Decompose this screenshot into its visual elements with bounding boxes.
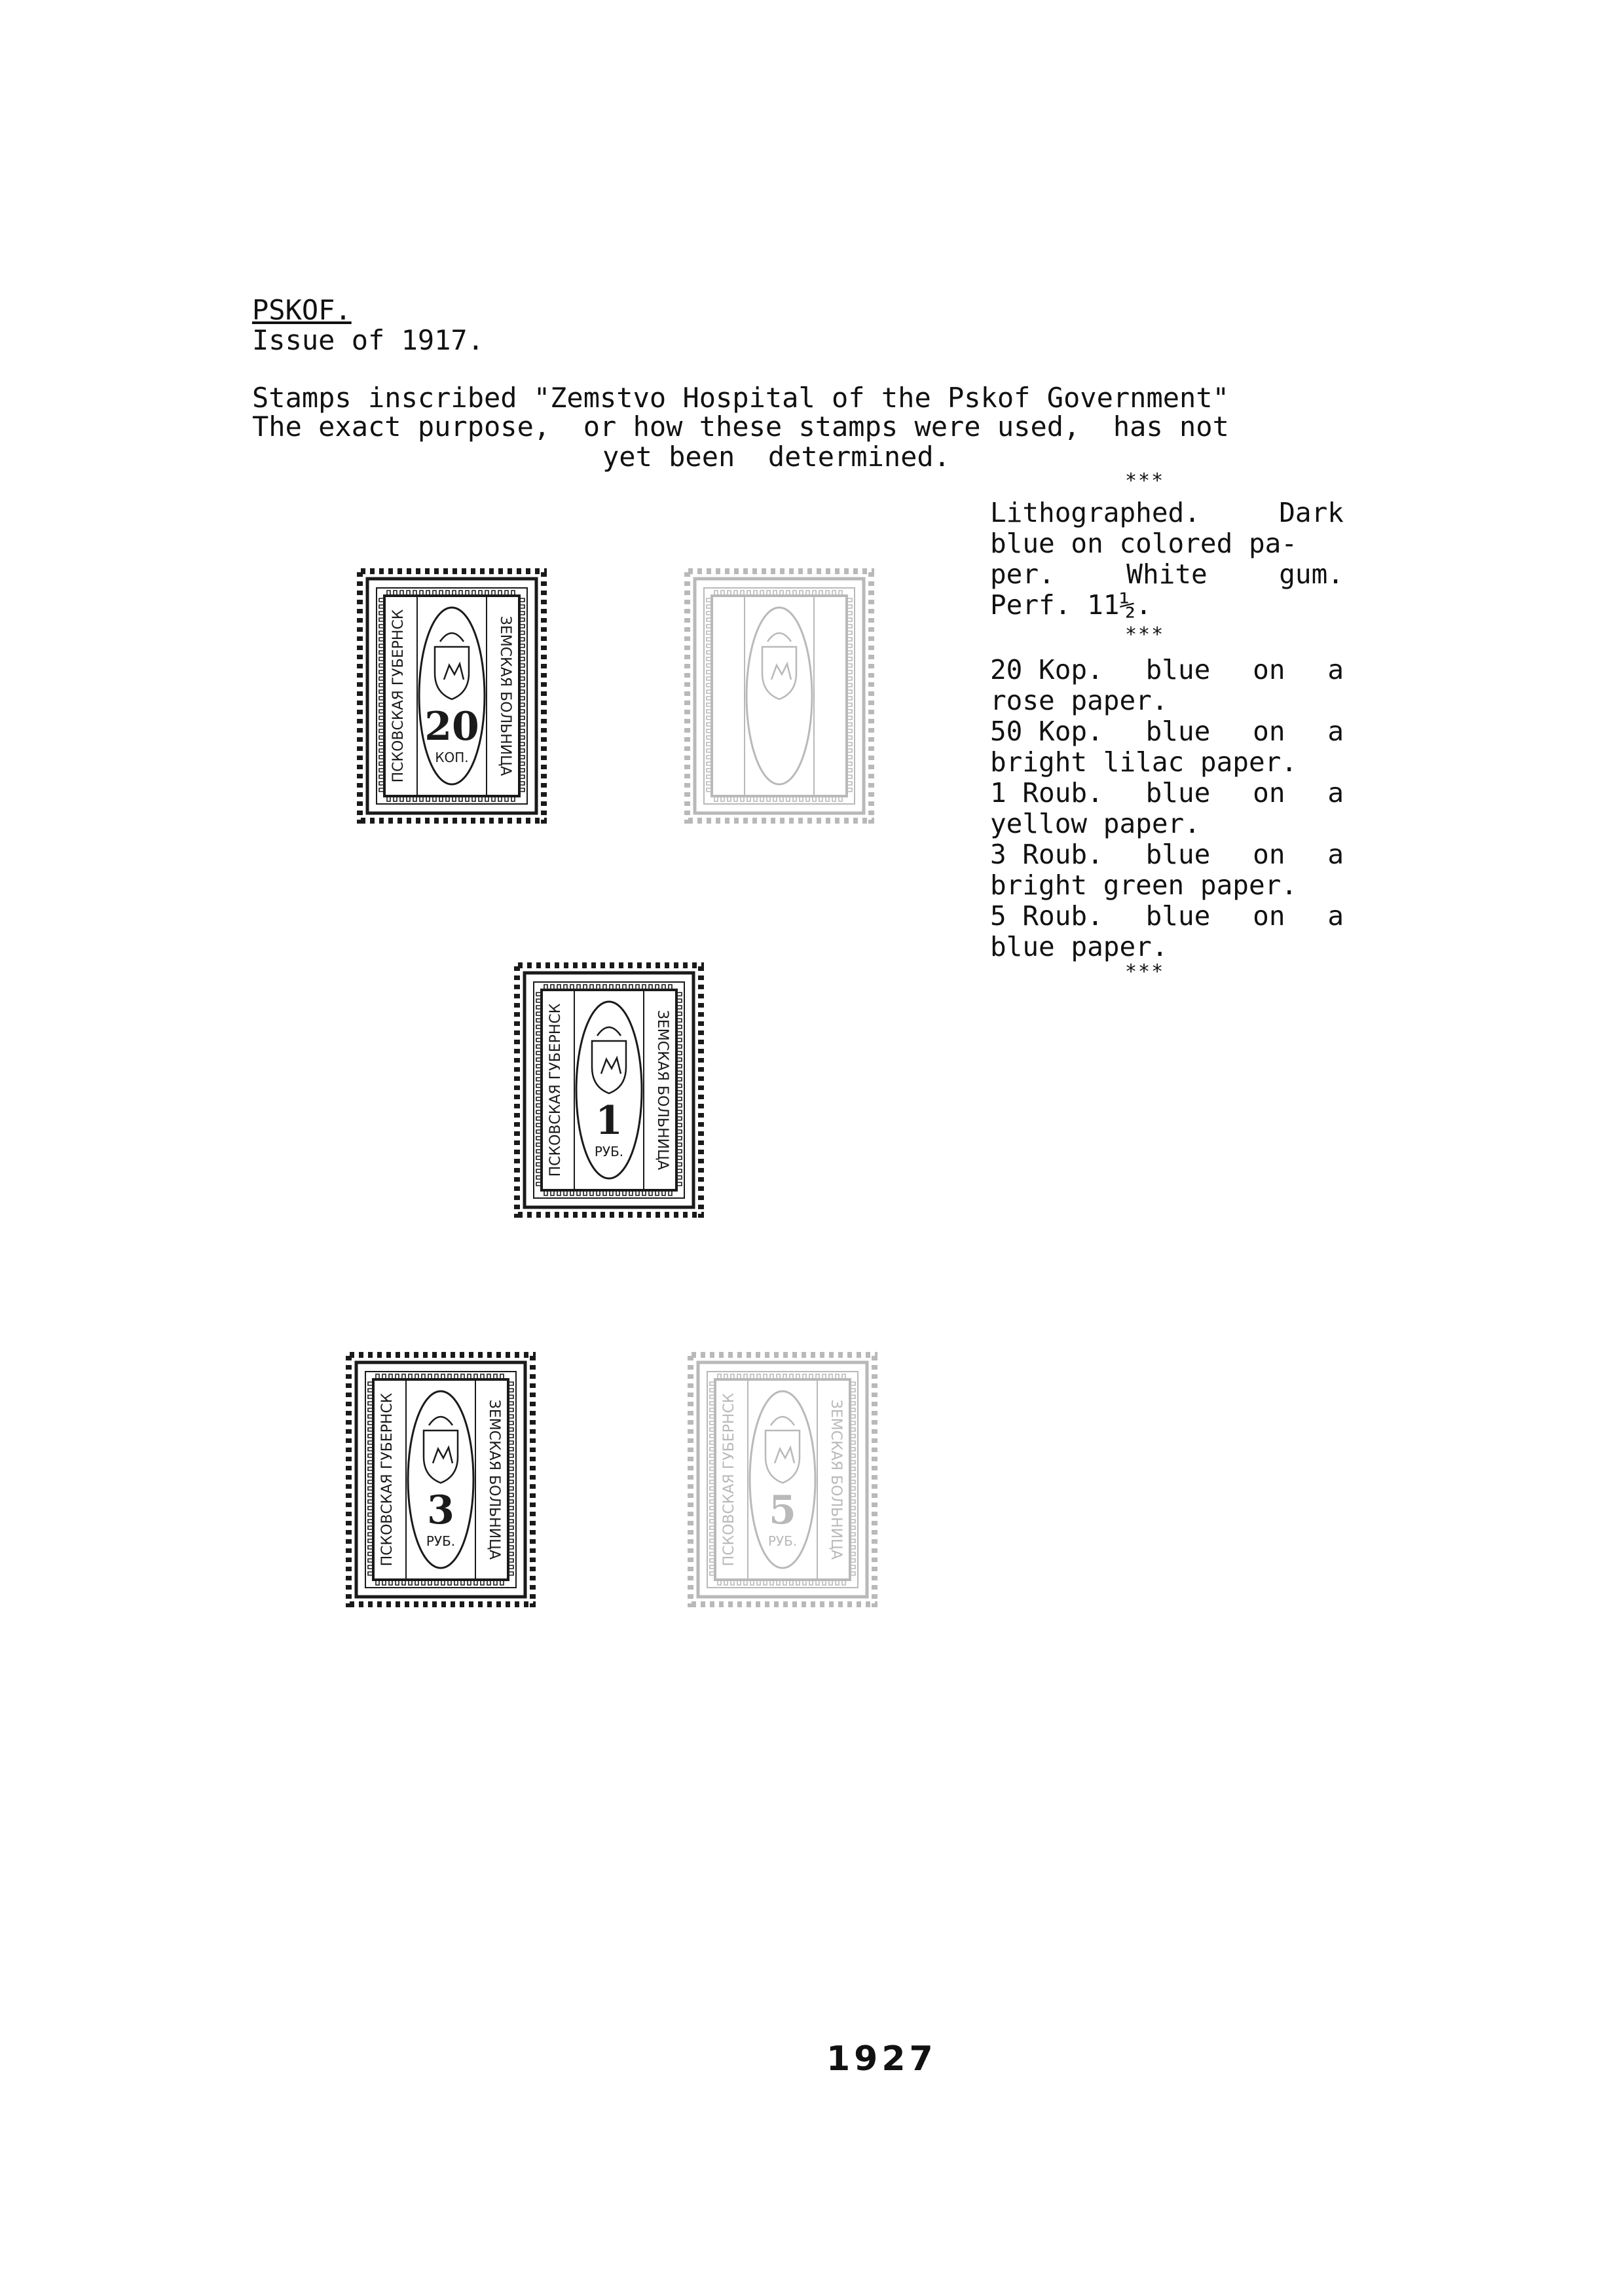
values-list [990, 655, 1344, 962]
value-line [990, 901, 1344, 932]
stamp-1-rub [514, 962, 704, 1218]
value-paper: bright lilac paper. [990, 746, 1297, 778]
separator-stars: *** [1125, 623, 1165, 646]
value-word: on [1253, 654, 1285, 685]
value-line [990, 716, 1344, 747]
value-word: on [1253, 716, 1285, 747]
value-word: a [1327, 777, 1344, 809]
stamp-unit: РУБ. [594, 1144, 624, 1159]
value-word: blue [1145, 654, 1211, 685]
stamp-frame [695, 579, 864, 813]
value-line [990, 655, 1344, 685]
stamp-unit: КОП. [435, 750, 469, 765]
value-word: blue [1145, 777, 1211, 809]
stamp-blank-faint [684, 568, 874, 824]
description-line [990, 528, 1344, 559]
description-block [990, 498, 1344, 621]
crest-icon [766, 1417, 800, 1483]
stamp-inscription-left: ПСКОВСКАЯ ГУБЕРНСК [379, 1393, 396, 1567]
stamp-20-kop [357, 568, 547, 824]
description-word: Dark [1279, 497, 1344, 528]
value-word: blue [1145, 716, 1211, 747]
value-word: blue [1145, 839, 1211, 870]
value-paper: rose paper. [990, 685, 1168, 716]
description-line [990, 590, 1344, 621]
value-word: a [1327, 654, 1344, 685]
crest-icon [762, 633, 796, 699]
stamp-inscription-right: ЗЕМСКАЯ БОЛЬНИЦА [828, 1399, 844, 1560]
stamp-value: 3 [427, 1487, 454, 1533]
crest-icon [435, 633, 469, 699]
stamp-unit: РУБ. [426, 1533, 456, 1549]
stamp-image [514, 962, 704, 1218]
value-word: on [1253, 777, 1285, 809]
page-number: 1927 [826, 2039, 937, 2079]
stamp-image [684, 568, 874, 824]
value-word: a [1327, 839, 1344, 870]
separator-stars: *** [1125, 469, 1165, 492]
description-line [990, 559, 1344, 590]
crest-icon [592, 1027, 626, 1093]
value-line [990, 839, 1344, 870]
intro-line: yet been determined. [602, 441, 951, 473]
description-word: Lithographed. [990, 497, 1200, 528]
stamp-inscription-left: ПСКОВСКАЯ ГУБЕРНСК [721, 1393, 737, 1567]
heading-issue: Issue of 1917. [252, 324, 485, 356]
value-paper: blue paper. [990, 931, 1168, 962]
heading-country: PSKOF. [252, 294, 352, 326]
value-word: 3 Roub. [990, 839, 1103, 870]
stamp-image [346, 1352, 536, 1607]
intro-line: Stamps inscribed "Zemstvo Hospital of the Pskof Government" [252, 382, 1229, 414]
description-word: Perf. 11½. [990, 589, 1152, 621]
stamp-value: 20 [424, 704, 479, 750]
stamp-inscription-right: ЗЕМСКАЯ БОЛЬНИЦА [497, 615, 513, 776]
description-word: White [1126, 558, 1208, 590]
value-word: blue [1145, 900, 1211, 932]
crest-icon [424, 1417, 458, 1483]
intro-line: The exact purpose, or how these stamps were used, has not [252, 410, 1229, 443]
separator-stars: *** [1125, 960, 1165, 983]
description-line [990, 498, 1344, 528]
description-word: per. [990, 558, 1055, 590]
value-paper: yellow paper. [990, 808, 1200, 839]
description-word: gum. [1279, 558, 1344, 590]
stamp-faint-5 [688, 1352, 877, 1607]
stamp-inscription-right: ЗЕМСКАЯ БОЛЬНИЦА [654, 1010, 671, 1171]
stamp-image [688, 1352, 877, 1607]
stamp-inscription-right: ЗЕМСКАЯ БОЛЬНИЦА [486, 1399, 502, 1560]
value-word: on [1253, 839, 1285, 870]
stamp-inscription-left: ПСКОВСКАЯ ГУБЕРНСК [547, 1003, 564, 1177]
value-word: 20 Kop. [990, 654, 1103, 685]
stamp-unit: РУБ. [767, 1533, 798, 1549]
value-word: a [1327, 716, 1344, 747]
value-word: a [1327, 900, 1344, 932]
stamp-inscription-left: ПСКОВСКАЯ ГУБЕРНСК [390, 609, 407, 783]
description-word: blue on colored pa- [990, 528, 1297, 559]
stamp-image [357, 568, 547, 824]
stamp-value: 5 [769, 1487, 796, 1533]
value-word: 50 Kop. [990, 716, 1103, 747]
value-paper: bright green paper. [990, 869, 1297, 901]
value-line [990, 778, 1344, 809]
stamp-3-rub [346, 1352, 536, 1607]
stamp-value: 1 [595, 1098, 623, 1144]
value-word: on [1253, 900, 1285, 932]
value-word: 1 Roub. [990, 777, 1103, 809]
value-word: 5 Roub. [990, 900, 1103, 932]
